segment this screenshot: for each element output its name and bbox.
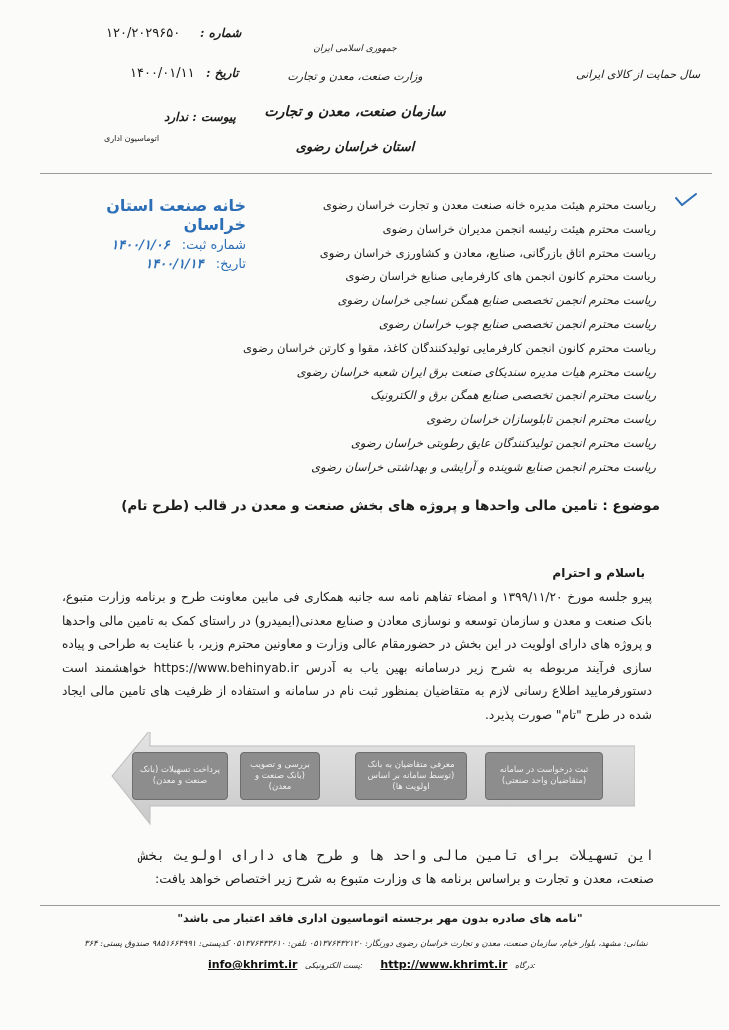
footer-contact (208, 958, 538, 971)
letter-body: پیرو جلسه مورخ ۱۳۹۹/۱۱/۲۰ و امضاء تفاهم نامه سه جانبه همکاری فی مابین معاونت طرح و برنامه وزارت متبوع، بانک صنعت و معدن و سازمان توسعه و نوسازی معادن و صنایع معدنی(ایمیدرو) در راستای کمک به تامین مالی واحدها و پروژه های دارای اولویت در این بخش در حضورمقام عالی وزارت و معاونین محترم وزیر، با عنایت به طراحی و پیاده سازی فرآیند مربوطه به شرح زیر درسامانه بهین یاب به آدرس https://www.behinyab.ir خواهشمند است دستورفرمایید اطلاع رسانی لازم به متقاضیان بمنظور ثبت نام در سامانه و استفاده از ظرفیت های تامین مالی ایجاد شده در طرح "تام" صورت پذیرد. (62, 590, 653, 722)
stamp-date-label: تاریخ: (215, 257, 246, 272)
email-label: پست الکترونیکی: (304, 961, 363, 970)
process-flow-diagram (110, 732, 635, 828)
letter-number-label: شماره : (200, 26, 242, 40)
footer-address: نشانی: مشهد، بلوار خیام، سازمان صنعت، معدن و تجارت خراسان رضوی دورنگار: ۰۵۱۳۷۶۴۳۲۱۲۰ تلفن: ۰۵۱۳۷۶۴۳۳۶۱۰ کدپستی: ۹۸۵۱۶۶۴۹۹۱ صندوق پستی: ۳۶۴ (84, 938, 648, 948)
header-divider (40, 173, 712, 174)
province-name: استان خراسان رضوی (295, 140, 415, 155)
footer-divider (40, 905, 720, 906)
country-name: جمهوری اسلامی ایران (313, 44, 397, 54)
flow-step-approval: بررسی و تصویب (بانک صنعت و معدن) (240, 752, 320, 800)
letter-subject: موضوع : تامین مالی واحدها و پروژه های بخش صنعت و معدن در قالب (طرح تام) (121, 498, 660, 514)
flow-step-payment: پرداخت تسهیلات (بانک صنعت و معدن) (132, 752, 228, 800)
automation-label: اتوماسیون اداری (104, 134, 160, 143)
email-link[interactable]: info@khrimt.ir (208, 958, 298, 971)
recipient-item: ریاست محترم انجمن تولیدکنندگان عایق رطوبتی خراسان رضوی (350, 435, 656, 450)
recipient-item: ریاست محترم کانون انجمن های کارفرمایی صنایع خراسان رضوی (345, 269, 656, 284)
recipient-item: ریاست محترم هیئت رئیسه انجمن مدیران خراسان رضوی (382, 221, 656, 236)
letter-date-value: ۱۴۰۰/۰۱/۱۱ (130, 66, 195, 81)
recipient-item: ریاست محترم انجمن تخصصی صنایع چوب خراسان رضوی (378, 316, 656, 331)
recipients-list (206, 193, 656, 479)
recipient-item: ریاست محترم کانون انجمن کارفرمایی تولیدکنندگان کاغذ، مقوا و کارتن خراسان رضوی (243, 340, 656, 355)
greeting: باسلام و احترام (552, 566, 645, 580)
recipient-item: ریاست محترم اتاق بازرگانی، صنایع، معادن و کشاورزی خراسان رضوی (319, 245, 656, 260)
ministry-name: وزارت صنعت، معدن و تجارت (287, 70, 423, 83)
handwritten-check-icon (674, 192, 698, 208)
attachment-label: پیوست : ندارد (164, 110, 236, 124)
organization-name: سازمان صنعت، معدن و تجارت (264, 104, 446, 120)
recipient-item: ریاست محترم انجمن تخصصی صنایع همگن برق و الکترونیک (370, 388, 656, 403)
recipient-item: ریاست محترم انجمن صنایع شوینده و آرایشی و بهداشتی خراسان رضوی (311, 459, 656, 474)
closing-paragraph (64, 845, 654, 891)
flow-step-registration: ثبت درخواست در سامانه (متقاضیان واحد صنعتی) (485, 752, 603, 800)
stamp-title: خانه صنعت استان خراسان (106, 196, 246, 234)
recipient-item: ریاست محترم هیئت مدیره خانه صنعت معدن و تجارت خراسان رضوی (322, 198, 656, 212)
website-link[interactable]: http://www.khrimt.ir (380, 958, 508, 971)
stamp-reg-label: شماره ثبت: (181, 238, 246, 253)
closing-line-1: این تسهیلات برای تامین مالی واحد ها و طرح های دارای اولویت بخش (139, 848, 654, 864)
letter-date-label: تاریخ : (206, 66, 239, 80)
recipient-item: ریاست محترم انجمن تخصصی صنایع همگن نساجی خراسان رضوی (337, 293, 656, 308)
closing-line-2: صنعت، معدن و تجارت و براساس برنامه ها ی وزارت متبوع به شرح زیر اختصاص خواهد یافت: (154, 872, 654, 887)
recipient-item: ریاست محترم انجمن تابلوسازان خراسان رضوی (426, 412, 656, 427)
year-slogan: سال حمایت از کالای ایرانی (576, 68, 701, 81)
stamp-reg-value: ۱۴۰۰/۱/۰۶ (111, 238, 170, 253)
website-label: درگاه: (514, 961, 536, 970)
stamp-date-value: ۱۴۰۰/۱/۱۴ (145, 257, 204, 272)
recipient-item: ریاست محترم هیات مدیره سندیکای صنعت برق ایران شعبه خراسان رضوی (296, 364, 656, 379)
flow-step-referral: معرفی متقاضیان به بانک (توسط سامانه بر اساس اولویت ها) (355, 752, 467, 800)
footer-note: "نامه های صادره بدون مهر برجسته اتوماسیون اداری فاقد اعتبار می باشد" (177, 912, 583, 925)
letter-number-value: ۱۲۰/۲۰۲۹۶۵۰ (106, 26, 181, 41)
